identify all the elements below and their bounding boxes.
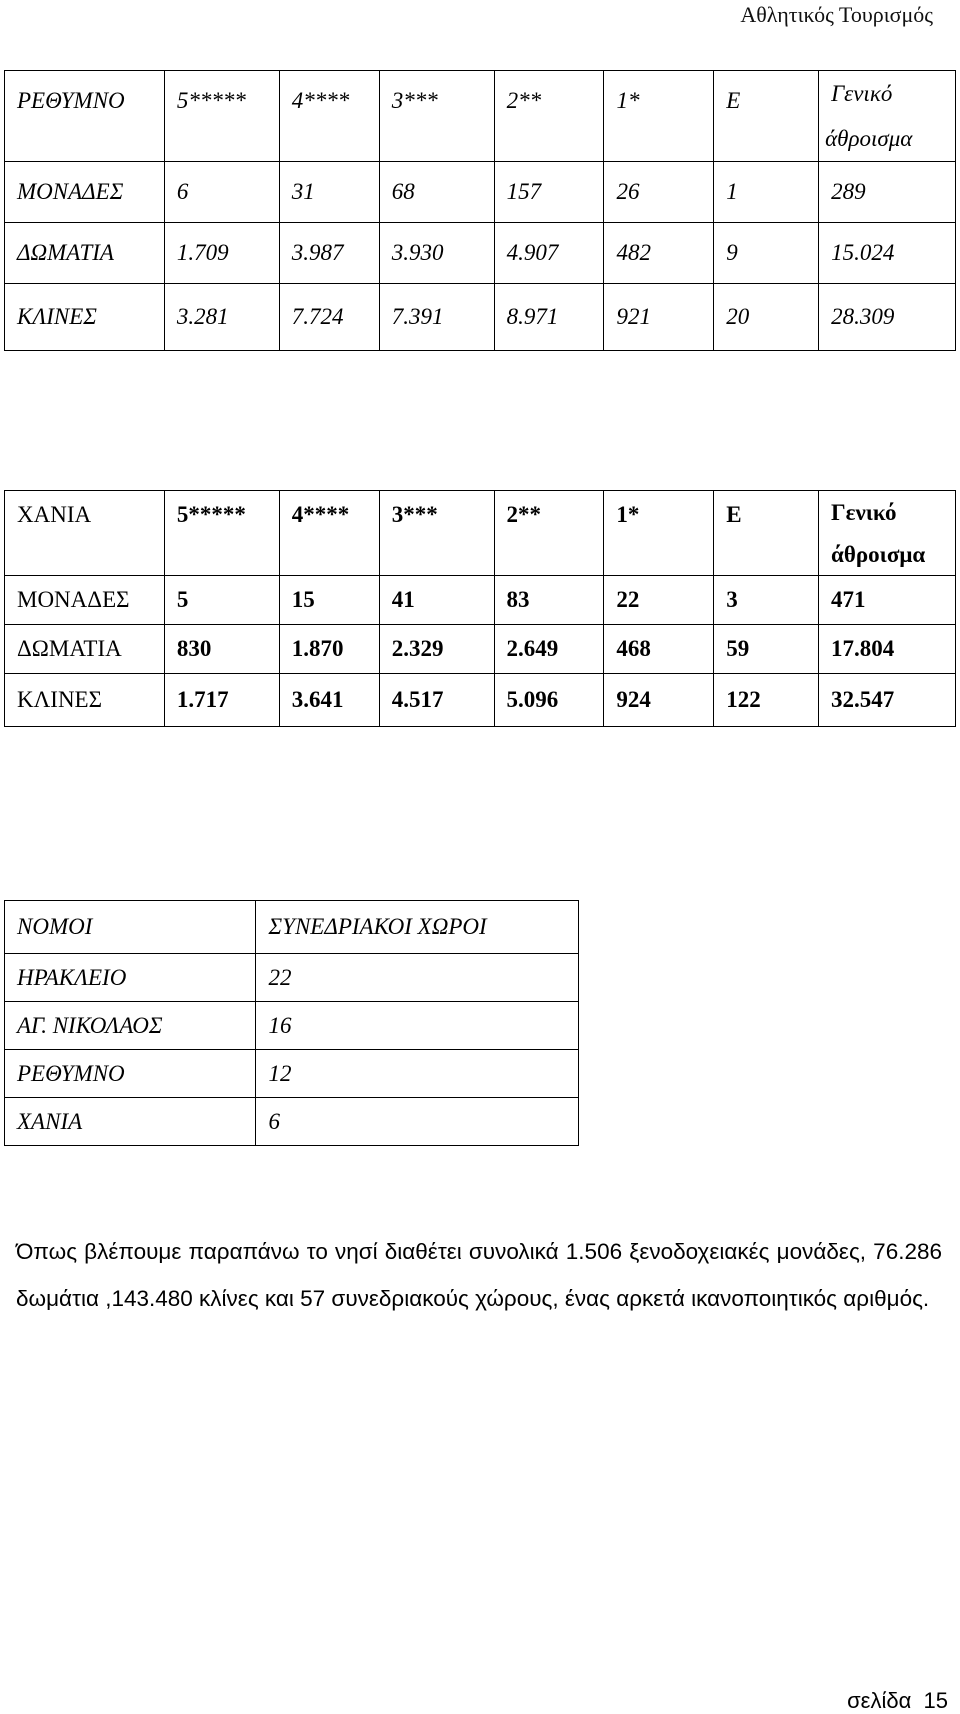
table-cell: 15 (291, 587, 315, 613)
table-cell: 59 (726, 636, 750, 662)
table-cell: 20 (726, 304, 750, 330)
table-cell: 3*** (391, 88, 438, 114)
table-cell: 921 (616, 304, 651, 330)
table-cell: 4.517 (391, 687, 444, 713)
table-cell: 5***** (176, 88, 246, 114)
table-row (5, 1050, 579, 1098)
table-cell: 122 (726, 687, 761, 713)
table-cell: 83 (506, 587, 530, 613)
table-cell: 4**** (291, 502, 350, 528)
table-cell: 5***** (176, 502, 246, 528)
table-row (5, 284, 956, 351)
summary-paragraph: Όπως βλέπουμε παραπάνω το νησί διαθέτει συνολικά 1.506 ξενοδοχειακές μονάδες, 76.286 δωμάτια ,143.480 κλίνες και 57 συνεδριακούς χώρους, ένας αρκετά ικανοποιητικός αριθμός. (16, 1239, 942, 1311)
table-cell: 830 (176, 636, 212, 662)
table-cell: 1.870 (291, 636, 344, 662)
conference-venues-table (4, 900, 579, 1146)
table-cell: 2** (506, 502, 542, 528)
table-cell: 924 (616, 687, 651, 713)
table-cell: 31 (291, 179, 315, 205)
table-cell: 3.930 (391, 240, 444, 266)
table-cell: 471 (831, 587, 866, 613)
table-cell: 41 (391, 587, 415, 613)
table-cell: 8.971 (506, 304, 559, 330)
table-row (5, 1098, 579, 1146)
table-header-row (5, 71, 956, 162)
table-row (5, 625, 956, 674)
table-cell: 1.709 (176, 240, 229, 266)
rethymno-hotel-table (4, 70, 956, 351)
table-cell: ΔΩΜΑΤΙΑ (17, 240, 114, 266)
table-cell: 1* (616, 502, 640, 528)
table-row (5, 162, 956, 223)
table-cell: ΧΑΝΙΑ (17, 1108, 83, 1134)
table-cell: άθροισμα (831, 542, 926, 568)
table-cell: ΔΩΜΑΤΙΑ (17, 636, 122, 662)
table-cell: 22 (616, 587, 640, 613)
table-cell: 68 (391, 179, 415, 205)
table-cell: 468 (616, 636, 651, 662)
table-cell: 3.281 (176, 304, 229, 330)
table-cell: 28.309 (831, 304, 895, 330)
table-row (5, 674, 956, 727)
table-cell: ΑΓ. ΝΙΚΟΛΑΟΣ (17, 1012, 163, 1038)
table-cell: Ε (726, 88, 741, 114)
table-cell: Γενικό (831, 80, 893, 106)
table-cell: 289 (831, 179, 866, 205)
table-cell: 5.096 (506, 687, 559, 713)
table-cell: 482 (616, 240, 651, 266)
table-row (5, 954, 579, 1002)
table-cell: 3.641 (291, 687, 344, 713)
table-cell: ΧΑΝΙΑ (17, 502, 92, 528)
table-cell: 2** (506, 88, 542, 114)
table-cell: 3.987 (291, 240, 344, 266)
table-cell: 26 (616, 179, 640, 205)
table-cell: ΡΕΘΥΜΝΟ (17, 88, 125, 114)
table-cell: 17.804 (831, 636, 895, 662)
table-cell: 4**** (291, 88, 350, 114)
table-cell: 1* (616, 88, 640, 114)
table-cell: 3 (726, 587, 738, 613)
table-header-row (5, 491, 956, 576)
table-cell: 5 (176, 587, 189, 613)
table-cell: ΚΛΙΝΕΣ (17, 687, 102, 713)
table-cell: 32.547 (831, 687, 895, 713)
table-cell: 12 (268, 1060, 292, 1086)
table-cell: 1 (726, 179, 738, 205)
table-cell: 15.024 (831, 240, 895, 266)
table-header-cell: ΣΥΝΕΔΡΙΑΚΟΙ ΧΩΡΟΙ (268, 914, 487, 940)
table-cell: 157 (506, 179, 542, 205)
table-cell: Γενικό (831, 500, 897, 526)
table-cell: ΗΡΑΚΛΕΙΟ (17, 964, 127, 990)
table-cell: 1.717 (176, 687, 229, 713)
table-cell: 3*** (391, 502, 438, 528)
table-cell: 6 (176, 179, 189, 205)
table-cell: 6 (268, 1108, 280, 1134)
table-cell: άθροισμα (825, 125, 913, 151)
table-cell: 4.907 (506, 240, 559, 266)
table-cell: 22 (268, 964, 292, 990)
table-cell: 16 (268, 1012, 292, 1038)
running-header: Αθλητικός Τουρισμός (740, 2, 933, 27)
table-cell: ΜΟΝΑΔΕΣ (17, 587, 130, 613)
table-header-row (5, 901, 579, 954)
table-cell: 7.724 (291, 304, 344, 330)
table-cell: 7.391 (391, 304, 444, 330)
table-row (5, 576, 956, 625)
table-row (5, 223, 956, 284)
table-cell: 2.649 (506, 636, 559, 662)
table-header-cell: ΝΟΜΟΙ (17, 914, 93, 940)
table-row (5, 1002, 579, 1050)
table-cell: ΚΛΙΝΕΣ (17, 304, 97, 330)
chania-hotel-table (4, 490, 956, 727)
table-cell: Ε (726, 502, 742, 528)
table-cell: ΜΟΝΑΔΕΣ (17, 179, 124, 205)
table-cell: 9 (726, 240, 738, 266)
table-cell: 2.329 (391, 636, 444, 662)
page-number: σελίδα 15 (847, 1688, 948, 1713)
table-cell: ΡΕΘΥΜΝΟ (17, 1060, 125, 1086)
